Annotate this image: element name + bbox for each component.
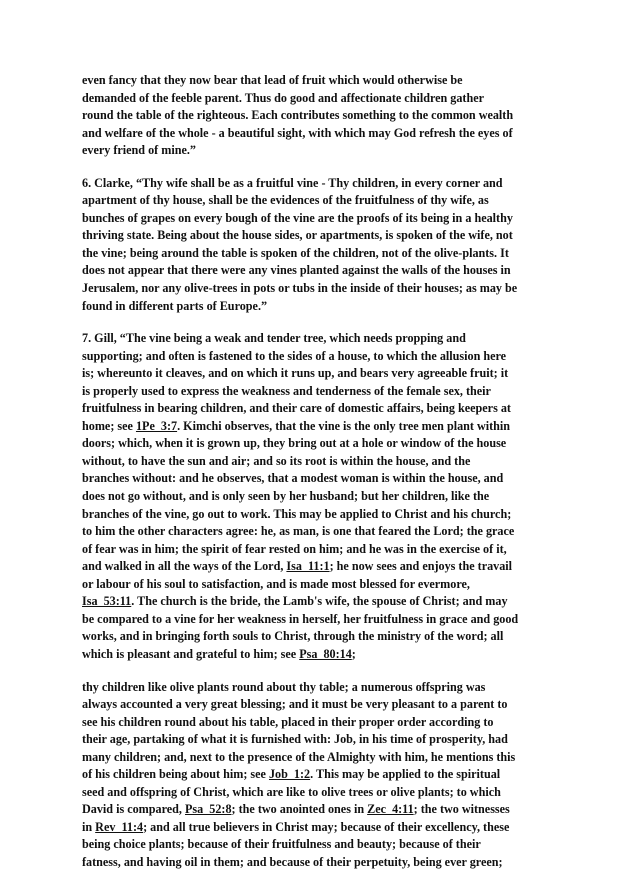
text-segment: see his children round about his table, placed in their proper order according to <box>82 714 494 729</box>
text-segment: home; see <box>82 418 136 433</box>
scripture-reference-link[interactable]: Psa_52:8 <box>184 802 232 817</box>
text-line <box>82 714 562 732</box>
text-segment: does not go without, and is only seen by her husband; but her children, like the <box>82 489 490 504</box>
paragraph <box>82 330 562 663</box>
text-line <box>82 646 562 664</box>
text-line <box>82 192 562 210</box>
scripture-reference-link[interactable]: Psa_80:14 <box>299 646 352 661</box>
text-segment: supporting; and often is fastened to the sides of a house, to which the allusion here <box>82 348 507 363</box>
text-segment: ; <box>351 646 356 661</box>
text-line <box>82 749 562 767</box>
text-segment: fatness, and having oil in them; and because of their perpetuity, being ever green; <box>82 854 503 869</box>
text-segment: demanded of the feeble parent. Thus do good and affectionate children gather <box>82 90 484 105</box>
text-line <box>82 418 562 436</box>
scripture-reference-link[interactable]: Job_1:2 <box>268 767 311 782</box>
text-line <box>82 611 562 629</box>
text-segment: in <box>82 819 96 834</box>
text-segment: without, to have the sun and air; and so its root is within the house, and the <box>82 453 471 468</box>
text-segment: 7. Gill, “The vine being a weak and tender tree, which needs propping and <box>82 331 466 346</box>
text-line <box>82 593 562 611</box>
text-segment: branches of the vine, go out to work. This may be applied to Christ and his church; <box>82 506 512 521</box>
text-line <box>82 470 562 488</box>
text-line <box>82 558 562 576</box>
text-segment: and walked in all the ways of the Lord, <box>82 559 287 574</box>
text-line <box>82 142 562 160</box>
text-line <box>82 819 562 837</box>
text-line <box>82 854 562 872</box>
text-line <box>82 330 562 348</box>
text-line <box>82 801 562 819</box>
text-segment: . Kimchi observes, that the vine is the only tree men plant within <box>177 418 511 433</box>
text-segment: ; he now sees and enjoys the travail <box>329 559 513 574</box>
text-segment: works, and in bringing forth souls to Christ, through the ministry of the word; all <box>82 629 504 644</box>
text-line <box>82 90 562 108</box>
text-segment: David is compared, <box>82 802 185 817</box>
scripture-reference-link[interactable]: Zec_4:11 <box>367 802 414 817</box>
text-line <box>82 541 562 559</box>
text-segment: . This may be applied to the spiritual <box>310 767 501 782</box>
text-line <box>82 125 562 143</box>
text-segment: branches without: and he observes, that a modest woman is within the house, and <box>82 471 504 486</box>
text-line <box>82 679 562 697</box>
text-segment: fruitfulness in bearing children, and their care of domestic affairs, being keepers at <box>82 401 511 416</box>
text-segment: and welfare of the whole - a beautiful sight, with which may God refresh the eyes of <box>82 125 513 140</box>
text-segment: apartment of thy house, shall be the evidences of the fruitfulness of thy wife, as <box>82 193 489 208</box>
text-line <box>82 836 562 854</box>
text-line <box>82 298 562 316</box>
scripture-reference-link[interactable]: Isa_11:1 <box>286 559 330 574</box>
text-segment: round the table of the righteous. Each contributes something to the common wealth <box>82 108 514 123</box>
text-line <box>82 72 562 90</box>
text-segment: doors; which, when it is grown up, they bring out at a hole or window of the house <box>82 436 507 451</box>
paragraph <box>82 72 562 160</box>
text-line <box>82 696 562 714</box>
text-segment: which is pleasant and grateful to him; see <box>82 646 300 661</box>
text-segment: ; the two anointed ones in <box>231 802 368 817</box>
paragraph <box>82 679 562 872</box>
text-line <box>82 576 562 594</box>
text-segment: of his children being about him; see <box>82 767 269 782</box>
text-segment: thy children like olive plants round about thy table; a numerous offspring was <box>82 679 486 694</box>
text-line <box>82 784 562 802</box>
text-segment: even fancy that they now bear that lead of fruit which would otherwise be <box>82 73 463 87</box>
text-line <box>82 227 562 245</box>
text-line <box>82 453 562 471</box>
text-segment: be compared to a vine for her weakness in herself, her fruitfulness in grace and good <box>82 611 519 626</box>
scripture-reference-link[interactable]: Rev_11:4 <box>95 819 144 834</box>
text-line <box>82 348 562 366</box>
text-segment: is properly used to express the weakness and tenderness of the female sex, their <box>82 383 491 398</box>
text-segment: or labour of his soul to satisfaction, and is made most blessed for evermore, <box>82 576 470 591</box>
text-line <box>82 506 562 524</box>
text-segment: to him the other characters agree: he, as man, is one that feared the Lord; the grace <box>82 524 515 539</box>
text-segment: many children; and, next to the presence of the Almighty with him, he mentions this <box>82 749 516 764</box>
text-line <box>82 175 562 193</box>
text-segment: being choice plants; because of their fruitfulness and beauty; because of their <box>82 837 481 852</box>
text-line <box>82 523 562 541</box>
text-segment: bunches of grapes on every bough of the vine are the proofs of its being in a healthy <box>82 210 513 225</box>
text-segment: the vine; being around the table is spoken of the children, not of the olive-plants. It <box>82 245 509 260</box>
document-page <box>82 72 562 887</box>
scripture-reference-link[interactable]: 1Pe_3:7 <box>135 418 178 433</box>
text-segment: thriving state. Being about the house sides, or apartments, is spoken of the wife, not <box>82 228 513 243</box>
text-segment: 6. Clarke, “Thy wife shall be as a fruitful vine - Thy children, in every corner and <box>82 175 503 190</box>
text-segment: every friend of mine.” <box>82 143 196 158</box>
text-line <box>82 766 562 784</box>
text-line <box>82 400 562 418</box>
text-line <box>82 280 562 298</box>
text-line <box>82 628 562 646</box>
scripture-reference-link[interactable]: Isa_53:11 <box>82 594 132 609</box>
text-line <box>82 107 562 125</box>
text-line <box>82 731 562 749</box>
text-line <box>82 262 562 280</box>
text-segment: Jerusalem, nor any olive-trees in pots or tubs in the inside of their houses; as may be <box>82 281 518 296</box>
paragraph <box>82 175 562 315</box>
text-line <box>82 210 562 228</box>
text-line <box>82 245 562 263</box>
text-segment: always accounted a very great blessing; and it must be very pleasant to a parent to <box>82 697 508 712</box>
text-segment: does not appear that there were any vines planted against the walls of the houses in <box>82 263 511 278</box>
text-segment: . The church is the bride, the Lamb's wife, the spouse of Christ; and may <box>131 594 508 609</box>
text-line <box>82 383 562 401</box>
text-segment: ; the two witnesses <box>413 802 510 817</box>
text-segment: their age, partaking of what it is furnished with: Job, in his time of prosperity, had <box>82 732 508 747</box>
text-segment: ; and all true believers in Christ may; because of their excellency, these <box>143 819 510 834</box>
text-line <box>82 488 562 506</box>
text-line <box>82 435 562 453</box>
text-segment: is; whereunto it cleaves, and on which it runs up, and bears very agreeable fruit; it <box>82 366 509 381</box>
text-segment: seed and offspring of Christ, which are like to olive trees or olive plants; to which <box>82 784 501 799</box>
text-segment: of fear was in him; the spirit of fear rested on him; and he was in the exercise of it, <box>82 541 507 556</box>
text-segment: found in different parts of Europe.” <box>82 298 268 313</box>
text-line <box>82 365 562 383</box>
